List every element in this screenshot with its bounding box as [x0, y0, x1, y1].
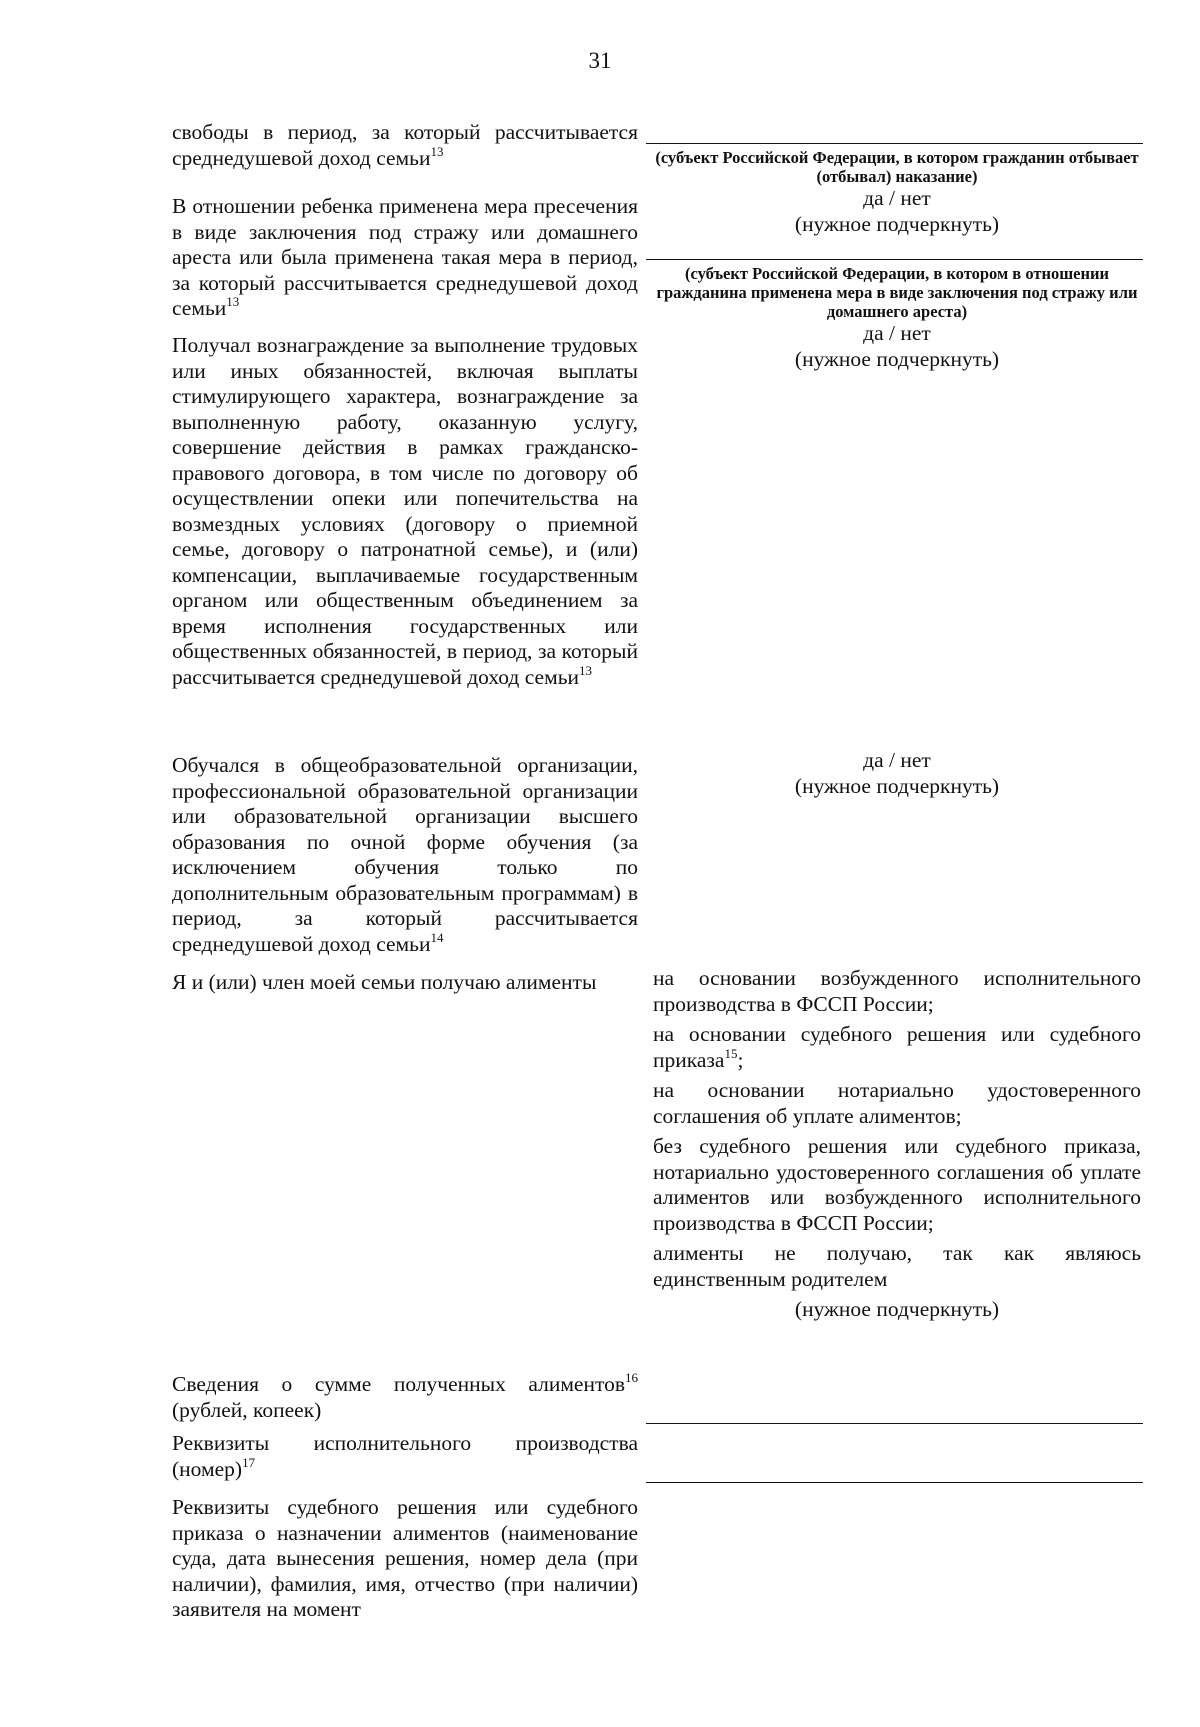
row-2-caption: (субъект Российской Федерации, в котором в отношении гражданина применена мера в виде заключения под стражу или домашнего ареста)	[656, 264, 1138, 321]
row-4-right	[653, 748, 1141, 799]
row-4-label: Обучался в общеобразовательной организации, профессиональной образовательной организации или образовательной организации высшего образования по очной форме обучения (за исключением обучения только по дополнительным образовательным программам) в период, за который рассчитывается среднедушевой доход семьи$^{14}$	[172, 753, 638, 956]
alimony-option-5[interactable]: алименты не получаю, так как являюсь единственным родителем	[653, 1241, 1141, 1291]
row-7-label: Реквизиты исполнительного производства (номер)$^{17}$	[172, 1431, 638, 1481]
alimony-option-4[interactable]: без судебного решения или судебного приказа, нотариально удостоверенного соглашения об уплате алиментов или возбужденного исполнительного производства в ФССП России;	[653, 1134, 1141, 1235]
row-8-label: Реквизиты судебного решения или судебного приказа о назначении алиментов (наименование суда, дата вынесения решения, номер дела (при наличии), фамилия, имя, отчество (при наличии) заявителя на момент	[172, 1495, 638, 1621]
page-number: 31	[588, 48, 612, 73]
row-1-yes-no[interactable]: да / нет	[863, 186, 931, 210]
row-6-label: Сведения о сумме полученных алиментов$^{16}$ (рублей, копеек)	[172, 1370, 638, 1422]
enforcement-number-line[interactable]	[646, 1482, 1143, 1483]
row-2-yes-no[interactable]: да / нет	[863, 321, 931, 345]
row-4-yes-no[interactable]: да / нет	[863, 748, 931, 772]
row-5-label: Я и (или) член моей семьи получаю алименты	[172, 970, 597, 994]
row-2-right	[653, 264, 1141, 372]
alimony-option-2[interactable]: на основании судебного решения или судебного приказа$^{15}$;	[653, 1022, 1141, 1072]
row-2-entry-line[interactable]	[646, 259, 1143, 260]
alimony-option-3[interactable]: на основании нотариально удостоверенного соглашения об уплате алиментов;	[653, 1078, 1141, 1128]
row-2-label: В отношении ребенка применена мера пресечения в виде заключения под стражу или домашнего ареста или была применена такая мера в период, за который рассчитывается среднедушевой доход семьи$^{13}$	[172, 194, 638, 320]
alimony-options	[653, 966, 1141, 1323]
row-3-label: Получал вознаграждение за выполнение трудовых или иных обязанностей, включая выплаты стимулирующего характера, вознаграждение за выполненную работу, оказанную услугу, совершение действия в рамках гражданско-правового договора, в том числе по договору об осуществлении опеки или попечительства на возмездных условиях (договору о приемной семье, договору о патронатной семье), и (или) компенсации, выплачиваемые государственным органом или общественным объединением за время исполнения государственных или общественных обязанностей, в период, за который рассчитывается среднедушевой доход семьи$^{13}$	[172, 333, 638, 689]
alimony-amount-line[interactable]	[646, 1423, 1143, 1424]
row-5-hint: (нужное подчеркнуть)	[794, 1297, 1000, 1321]
row-4-hint: (нужное подчеркнуть)	[794, 773, 1000, 798]
row-2-hint: (нужное подчеркнуть)	[794, 346, 1000, 371]
row-1-right	[653, 148, 1141, 237]
row-1-hint: (нужное подчеркнуть)	[794, 211, 1000, 236]
row-1-caption: (субъект Российской Федерации, в котором гражданин отбывает (отбывал) наказание)	[655, 148, 1139, 186]
alimony-option-1[interactable]: на основании возбужденного исполнительного производства в ФССП России;	[653, 966, 1141, 1016]
row-1-entry-line[interactable]	[646, 143, 1143, 144]
row-1-label: свободы в период, за который рассчитывается среднедушевой доход семьи$^{13}$	[172, 120, 638, 170]
